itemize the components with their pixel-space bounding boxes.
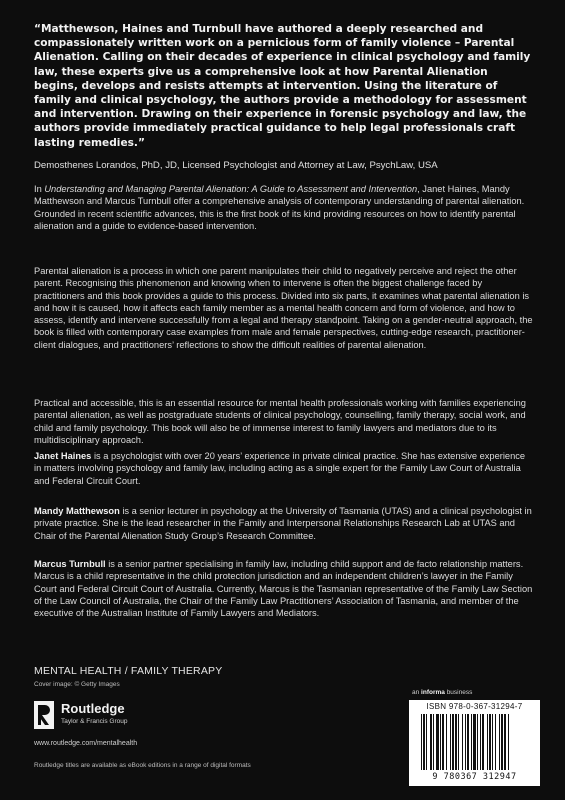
p1-rest: , Janet Haines, Mandy Matthewson and Marcus Turnbull offer a comprehensive analysis of contemporary understanding of parental alienation. Grounded in recent scientific advances, this is the first book of its kind providing resources on how to identify parental alienation and a guide to evidence-based intervention.: [34, 184, 525, 231]
barcode-bar: [421, 714, 422, 770]
author-bio-matthewson: [34, 505, 534, 542]
barcode-bar: [440, 714, 441, 770]
author-bio-text: is a senior partner specialising in family law, including child support and de facto relationship matters. Marcus is a child representative in the child protection jurisdiction and an independent children’s lawyer in the Family Court and Federal Circuit Court of Australia. Currently, Marcus is the Tasmanian representative of the Family Law Section of the Law Council of Australia, the Chair of the Family Law Practitioners’ Association of Tasmania, and member of the executive of the Australian Institute of Family Lawyers and Mediators.: [34, 559, 533, 619]
barcode-bar: [436, 714, 439, 770]
author-name: Marcus Turnbull: [34, 559, 106, 569]
author-bio-turnbull: [34, 558, 534, 619]
barcode-bar: [499, 714, 500, 770]
author-bio-text: is a senior lecturer in psychology at the University of Tasmania (UTAS) and a clinical psychologist in private practice. She is the lead researcher in the Family and Interpersonal Relationships Research Lab at UTAS and Chair of the Parental Alienation Study Group’s Research Committee.: [34, 506, 532, 541]
barcode-bar: [455, 714, 457, 770]
informa-business-tag: [412, 689, 472, 696]
barcode-bar: [492, 714, 493, 770]
author-bio-haines: [34, 450, 534, 487]
isbn-number: ISBN 978-0-367-31294-7: [426, 702, 523, 711]
author-name: Janet Haines: [34, 451, 92, 461]
barcode-bar: [442, 714, 444, 770]
barcode-bar: [426, 714, 427, 770]
isbn-barcode-icon: [419, 714, 533, 770]
barcode-bar: [477, 714, 478, 770]
endorsement-attribution: Demosthenes Lorandos, PhD, JD, Licensed Psychologist and Attorney at Law, PsychLaw, USA: [34, 160, 438, 171]
book-title: Understanding and Managing Parental Alienation: A Guide to Assessment and Intervention: [44, 184, 418, 194]
barcode-bar: [433, 714, 434, 770]
barcode-bar: [482, 714, 484, 770]
barcode-bar: [473, 714, 476, 770]
p1-prefix: In: [34, 184, 45, 194]
informa-suffix: business: [444, 689, 473, 696]
ebook-note: Routledge titles are available as eBook editions in a range of digital formats: [34, 762, 251, 769]
barcode-bar: [450, 714, 451, 770]
barcode-bar: [462, 714, 463, 770]
cover-credit: Cover image: © Getty Images: [34, 681, 120, 688]
endorsement-quote: “Matthewson, Haines and Turnbull have authored a deeply researched and compassionately written work on a pernicious form of family violence – Parental Alienation. Calling on their decades of experience in clinical psychology and family law, these experts give us a comprehensive look at how Parental Alienation begins, develops and resists attempts at intervention. Using the literature of family and clinical psychology, the authors provide a methodology for assessment and intervention. Drawing on their experience in forensic psychology and law, the authors provide immediately practical guidance to help legal professionals craft lasting remedies.”: [34, 23, 531, 149]
description-paragraph-3: Practical and accessible, this is an essential resource for mental health professionals working with families experiencing parental alienation, as well as postgraduate students of clinical psychology, counselling, family therapy, social work, and child and family psychology. This book will also be of immense interest to family lawyers and mediators due to its multidisciplinary approach.: [34, 398, 526, 445]
barcode-digits: 9 780367 312947: [432, 772, 517, 782]
barcode-bar: [423, 714, 425, 770]
barcode-bar: [467, 714, 469, 770]
barcode-bar: [446, 714, 447, 770]
description-paragraph-1: [34, 183, 534, 232]
routledge-logo-icon: [34, 701, 54, 729]
description-paragraph-2: Parental alienation is a process in which one parent manipulates their child to negatively perceive and reject the other parent. Recognising this phenomenon and knowing when to intervene is often the biggest challenge faced by practitioners and this book provides a guide to this process. Divided into six parts, it examines what parental alienation is and how it is caused, how it affects each family member as a mental health concern and form of violence, and how to assess, identify and intervene successfully from a legal and therapy standpoint. Taking on a gender-neutral approach, the book is filled with contemporary case examples from male and female perspectives, cutting-edge research, practitioner-client dialogues, and practitioners’ reflections to show the difficult realities of parental alienation.: [34, 266, 533, 350]
barcode-bar: [495, 714, 496, 770]
author-bio-text: is a psychologist with over 20 years’ experience in private clinical practice. She has extensive experience in matters involving psychology and family law, including acting as a single expert for the Family Law Court of Australia and Federal Circuit Court.: [34, 451, 526, 486]
publisher-group: Taylor & Francis Group: [61, 718, 128, 725]
barcode-bar: [471, 714, 472, 770]
informa-prefix: an: [412, 689, 422, 696]
barcode-bar: [508, 714, 509, 770]
subject-category: MENTAL HEALTH / FAMILY THERAPY: [34, 665, 223, 677]
barcode-bar: [489, 714, 491, 770]
barcode-bar: [504, 714, 506, 770]
publisher-logo: [34, 699, 184, 733]
barcode-bar: [501, 714, 503, 770]
barcode-bar: [480, 714, 481, 770]
author-name: Mandy Matthewson: [34, 506, 120, 516]
barcode-bar: [465, 714, 466, 770]
barcode-bar: [487, 714, 488, 770]
isbn-block: [409, 700, 540, 786]
barcode-bar: [430, 714, 432, 770]
barcode-bar: [452, 714, 454, 770]
publisher-website[interactable]: www.routledge.com/mentalhealth: [34, 740, 138, 747]
publisher-name: Routledge: [61, 701, 125, 716]
barcode-bar: [458, 714, 459, 770]
informa-brand: informa: [421, 689, 445, 696]
